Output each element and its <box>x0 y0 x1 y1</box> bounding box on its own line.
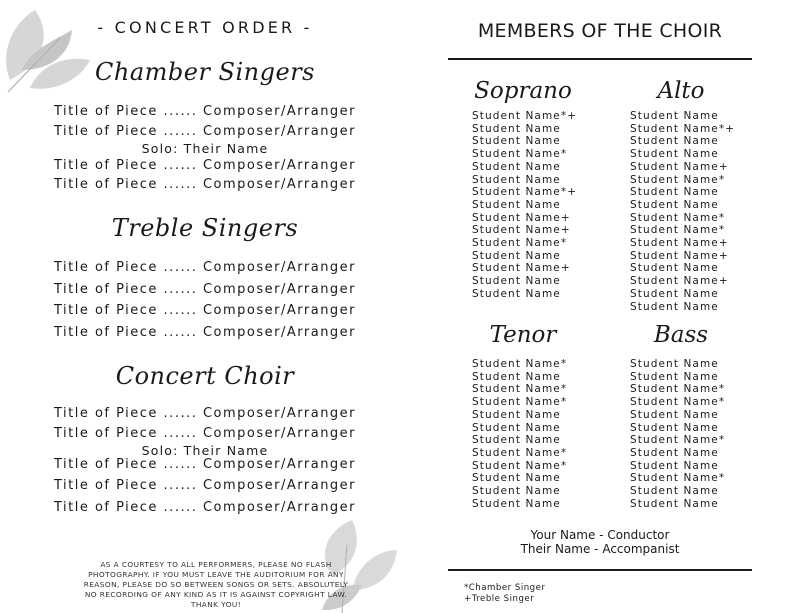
member-name: Student Name <box>630 370 719 383</box>
member-name: Student Name* <box>630 434 726 447</box>
member-name: Student Name* <box>472 396 568 409</box>
program-line: Title of Piece ...... Composer/Arranger <box>53 158 357 173</box>
member-name: Student Name* <box>472 148 568 161</box>
program-line: Title of Piece ...... Composer/Arranger <box>53 260 357 275</box>
member-name: Student Name* <box>472 358 568 370</box>
member-name: Student Name <box>472 135 561 148</box>
program-line: Title of Piece ...... Composer/Arranger <box>53 325 357 340</box>
group-heading-chamber-singers: Chamber Singers <box>95 58 315 86</box>
bass-list <box>630 358 780 510</box>
member-name: Student Name+ <box>630 237 729 250</box>
member-name: Student Name <box>472 472 561 485</box>
member-name: Student Name+ <box>630 160 729 173</box>
alto-list <box>630 110 780 313</box>
section-heading-bass: Bass <box>653 322 709 348</box>
member-name: Student Name+ <box>472 224 571 237</box>
member-name: Student Name+ <box>630 249 729 262</box>
member-name: Student Name <box>630 408 719 421</box>
key-chamber-singer: *Chamber Singer <box>464 583 546 593</box>
key-treble-singer: +Treble Singer <box>464 594 535 604</box>
member-name: Student Name+ <box>472 262 571 275</box>
member-name: Student Name <box>630 358 719 370</box>
member-name: Student Name <box>630 287 719 300</box>
soprano-list <box>472 110 622 301</box>
member-name: Student Name*+ <box>630 122 736 135</box>
member-name: Student Name <box>630 198 719 211</box>
member-name: Student Name <box>472 497 561 510</box>
program-line: Title of Piece ...... Composer/Arranger <box>53 303 357 318</box>
program-line: Title of Piece ...... Composer/Arranger <box>53 104 357 119</box>
courtesy-line: PHOTOGRAPHY. IF YOU MUST LEAVE THE AUDITORIUM FOR ANY <box>88 570 344 579</box>
member-name: Student Name <box>472 122 561 135</box>
members-page <box>400 0 794 613</box>
member-name: Student Name <box>630 446 719 459</box>
member-name: Student Name <box>472 249 561 262</box>
member-name: Student Name <box>630 459 719 472</box>
member-name: Student Name+ <box>630 275 729 288</box>
program-line: Title of Piece ...... Composer/Arranger <box>53 177 357 192</box>
program-line: Title of Piece ...... Composer/Arranger <box>53 426 357 441</box>
courtesy-line: REASON, PLEASE DO SO BETWEEN SONGS OR SETS. ABSOLUTELY <box>83 580 349 589</box>
member-name: Student Name <box>472 275 561 288</box>
tenor-list <box>472 358 622 510</box>
member-name: Student Name <box>472 408 561 421</box>
section-heading-tenor: Tenor <box>489 322 557 348</box>
member-name: Student Name*+ <box>472 110 578 122</box>
group-heading-concert-choir: Concert Choir <box>115 362 295 390</box>
member-name: Student Name <box>630 135 719 148</box>
credits <box>448 528 752 556</box>
member-name: Student Name* <box>472 237 568 250</box>
members-title: MEMBERS OF THE CHOIR <box>477 20 723 42</box>
member-name: Student Name* <box>630 211 726 224</box>
member-name: Student Name <box>630 262 719 275</box>
bottom-divider <box>448 569 752 571</box>
member-name: Student Name <box>472 173 561 186</box>
program-line: Title of Piece ...... Composer/Arranger <box>53 478 357 493</box>
program-line: Title of Piece ...... Composer/Arranger <box>53 406 357 421</box>
section-heading-soprano: Soprano <box>474 78 572 104</box>
member-name: Student Name* <box>472 446 568 459</box>
member-name: Student Name <box>630 497 719 510</box>
solo-line: Solo: Their Name <box>141 443 269 458</box>
member-name: Student Name* <box>630 383 726 396</box>
program-line: Title of Piece ...... Composer/Arranger <box>53 500 357 515</box>
member-name: Student Name <box>630 186 719 199</box>
group-heading-treble-singers: Treble Singers <box>111 214 299 242</box>
member-name: Student Name <box>472 370 561 383</box>
member-name: Student Name <box>630 110 719 122</box>
member-name: Student Name*+ <box>472 186 578 199</box>
member-name: Student Name* <box>630 396 726 409</box>
section-heading-alto: Alto <box>657 78 705 104</box>
member-name: Student Name <box>630 485 719 498</box>
member-name: Student Name <box>472 198 561 211</box>
program-line: Title of Piece ...... Composer/Arranger <box>53 124 357 139</box>
conductor-credit: Your Name - Conductor <box>530 528 670 542</box>
courtesy-line: AS A COURTESY TO ALL PERFORMERS, PLEASE NO FLASH <box>100 560 332 569</box>
program-line: Title of Piece ...... Composer/Arranger <box>53 282 357 297</box>
courtesy-notice <box>36 560 396 610</box>
member-name: Student Name* <box>472 459 568 472</box>
member-name: Student Name <box>630 300 719 313</box>
courtesy-line: THANK YOU! <box>190 600 242 609</box>
member-name: Student Name* <box>630 173 726 186</box>
member-name: Student Name* <box>630 472 726 485</box>
accompanist-credit: Their Name - Accompanist <box>520 542 680 556</box>
member-name: Student Name <box>472 421 561 434</box>
member-name: Student Name <box>472 160 561 173</box>
member-name: Student Name* <box>472 383 568 396</box>
member-name: Student Name* <box>630 224 726 237</box>
courtesy-line: NO RECORDING OF ANY KIND AS IT IS AGAINST COPYRIGHT LAW. <box>84 590 348 599</box>
concert-order-title: - CONCERT ORDER - <box>97 18 313 37</box>
member-name: Student Name <box>630 421 719 434</box>
member-name: Student Name+ <box>472 211 571 224</box>
member-name: Student Name <box>472 434 561 447</box>
member-name: Student Name <box>472 287 561 300</box>
member-name: Student Name <box>472 485 561 498</box>
top-divider <box>448 58 752 60</box>
member-name: Student Name <box>630 148 719 161</box>
solo-line: Solo: Their Name <box>141 141 269 156</box>
program-line: Title of Piece ...... Composer/Arranger <box>53 457 357 472</box>
legend-key <box>464 583 545 605</box>
